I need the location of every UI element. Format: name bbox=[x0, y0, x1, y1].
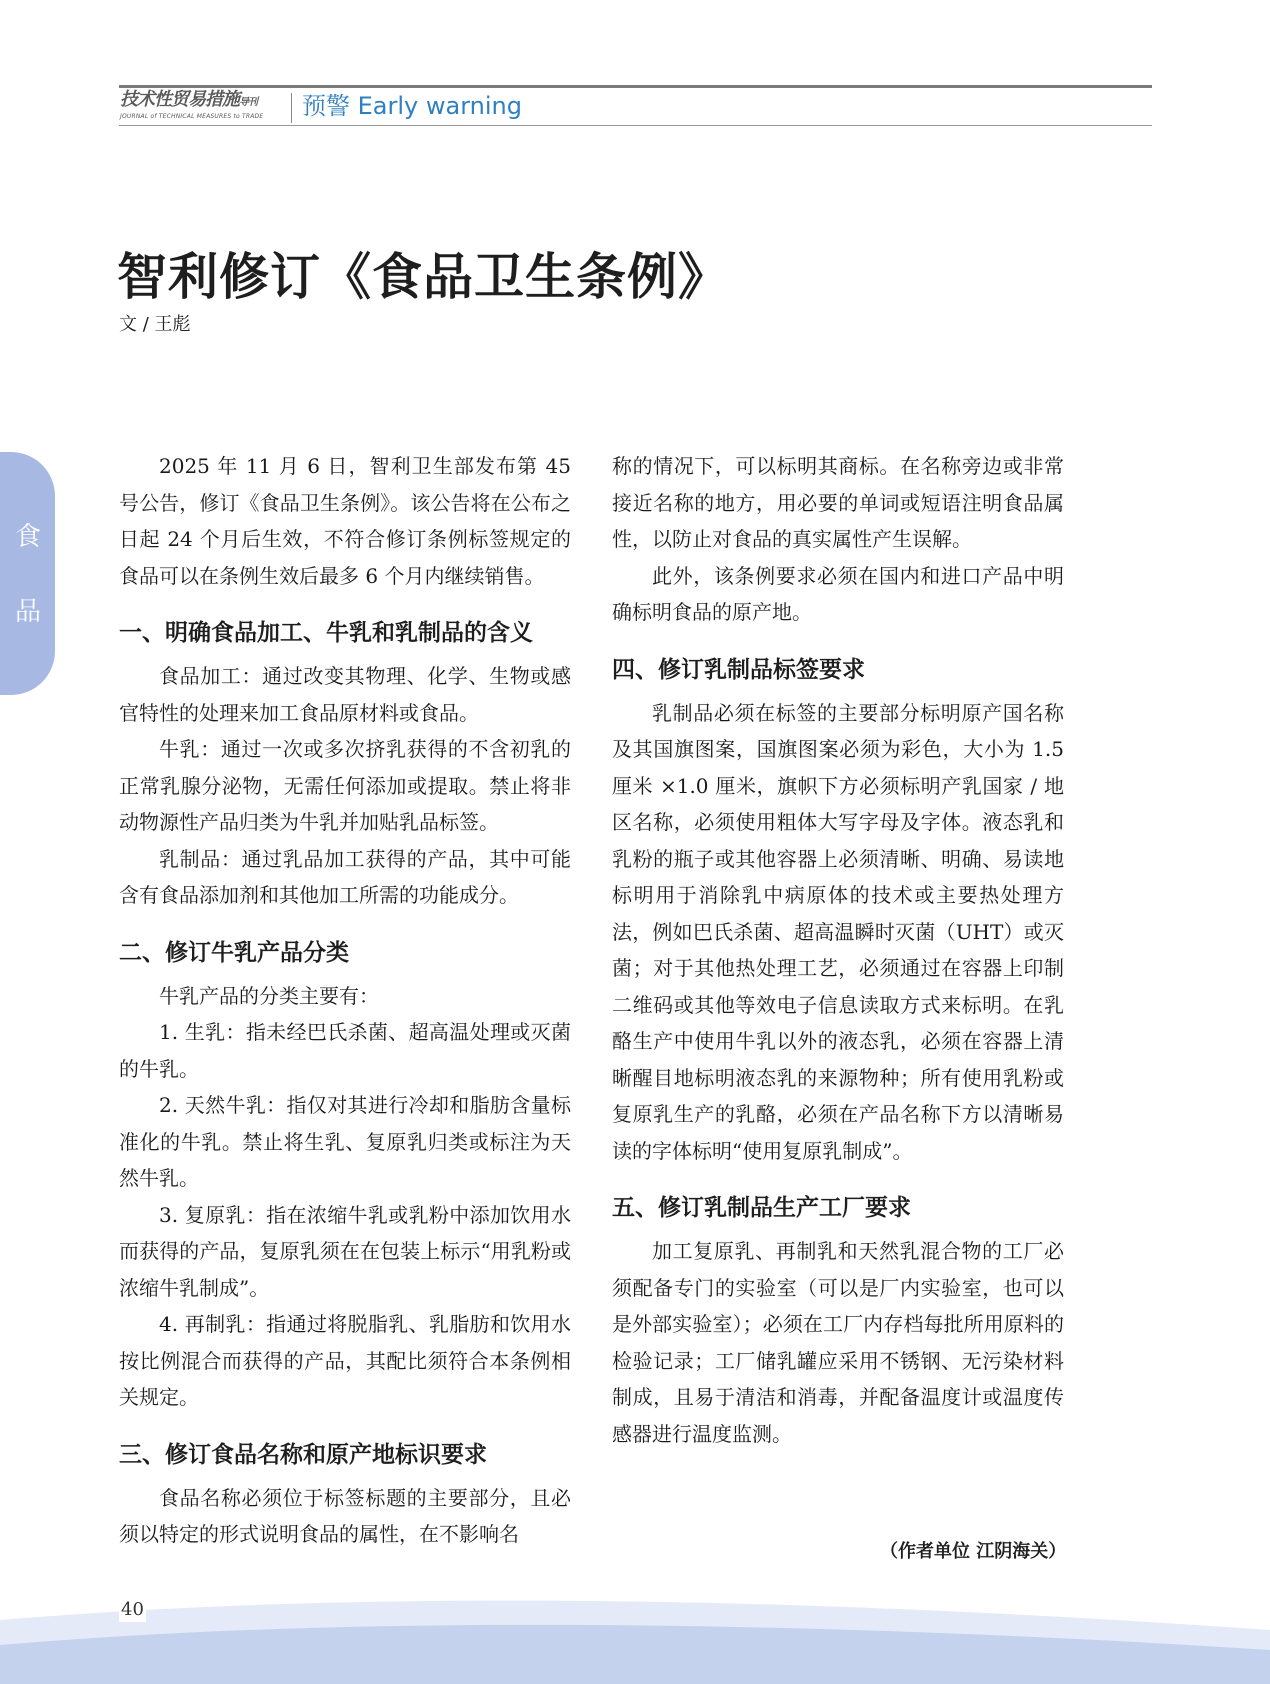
section-2-item-2: 2. 天然牛乳：指仅对其进行冷却和脂肪含量标准化的牛乳。禁止将生乳、复原乳归类或标注为天然牛乳。 bbox=[119, 1093, 571, 1190]
journal-logo-name: 技术性贸易措施导刊 bbox=[120, 89, 257, 110]
section-1-paragraph-1: 食品加工：通过改变其物理、化学、生物或感官特性的处理来加工食品原材料或食品。 bbox=[119, 664, 571, 725]
header-top-rule bbox=[119, 85, 1152, 88]
section-1-paragraph-2: 牛乳：通过一次或多次挤乳获得的不含初乳的正常乳腺分泌物，无需任何添加或提取。禁止将非动物源性产品归类为牛乳并加贴乳品标签。 bbox=[119, 737, 571, 834]
category-side-tab bbox=[0, 452, 55, 695]
section-4-paragraph-1: 乳制品必须在标签的主要部分标明原产国名称及其国旗图案，国旗图案必须为彩色，大小为 1.5 厘米 ×1.0 厘米，旗帜下方必须标明产乳国家 / 地区名称，必须使用粗体大写字母及字体。液态乳和乳粉的瓶子或其他容器上必须清晰、明确、易读地标明用于消除乳中病原体的技术或主要热处理方法，例如巴氏杀菌、超高温瞬时灭菌（UHT）或灭菌；对于其他热处理工艺，必须通过在容器上印制二维码或其他等效电子信息读取方式来标明。在乳酪生产中使用牛乳以外的液态乳，必须在容器上清晰醒目地标明液态乳的来源物种；所有使用乳粉或复原乳生产的乳酪，必须在产品名称下方以清晰易读的字体标明“使用复原乳制成”。 bbox=[612, 700, 1064, 1163]
section-3-heading: 三、修订食品名称和原产地标识要求 bbox=[119, 1441, 487, 1468]
section-2-item-1: 1. 生乳：指未经巴氏杀菌、超高温处理或灭菌的牛乳。 bbox=[119, 1020, 571, 1081]
right-column bbox=[612, 448, 1064, 1452]
section-2-item-3: 3. 复原乳：指在浓缩牛乳或乳粉中添加饮用水而获得的产品，复原乳须在在包装上标示“用乳粉或浓缩牛乳制成”。 bbox=[119, 1202, 571, 1300]
section-5-heading: 五、修订乳制品生产工厂要求 bbox=[612, 1195, 911, 1221]
page-number: 40 bbox=[121, 1599, 144, 1620]
header-divider bbox=[291, 93, 292, 123]
header-bottom-rule bbox=[119, 125, 1152, 126]
article-title: 智利修订《食品卫生条例》 bbox=[117, 248, 729, 306]
section-3-paragraph-2: 此外，该条例要求必须在国内和进口产品中明确标明食品的原产地。 bbox=[612, 563, 1064, 624]
section-4-heading: 四、修订乳制品标签要求 bbox=[612, 656, 865, 683]
footer-wave-decoration bbox=[0, 1590, 1270, 1684]
section-3-paragraph-1-continued: 称的情况下，可以标明其商标。在名称旁边或非常接近名称的地方，用必要的单词或短语注明食品属性，以防止对食品的真实属性产生误解。 bbox=[612, 454, 1064, 551]
author-affiliation: （作者单位 江阴海关） bbox=[880, 1541, 1067, 1562]
side-tab-char-2: 品 bbox=[14, 597, 41, 627]
section-1-paragraph-3: 乳制品：通过乳品加工获得的产品，其中可能含有食品添加剂和其他加工所需的功能成分。 bbox=[119, 846, 571, 907]
section-5-paragraph-1: 加工复原乳、再制乳和天然乳混合物的工厂必须配备专门的实验室（可以是厂内实验室，也可以是外部实验室）；必须在工厂内存档每批所用原料的检验记录；工厂储乳罐应采用不锈钢、无污染材料制成，且易于清洁和消毒，并配备温度计或温度传感器进行温度监测。 bbox=[612, 1239, 1064, 1446]
section-2-heading: 二、修订牛乳产品分类 bbox=[119, 939, 349, 966]
intro-paragraph: 2025 年 11 月 6 日，智利卫生部发布第 45 号公告，修订《食品卫生条例》。该公告将在公布之日起 24 个月后生效，不符合修订条例标签规定的食品可以在条例生效后最多 6 个月内继续销售。 bbox=[119, 454, 571, 588]
section-2-paragraph-intro: 牛乳产品的分类主要有： bbox=[159, 983, 379, 1008]
left-column bbox=[119, 448, 571, 1553]
section-2-item-4: 4. 再制乳：指通过将脱脂乳、乳脂肪和饮用水按比例混合而获得的产品，其配比须符合本条例相关规定。 bbox=[119, 1312, 571, 1409]
section-1-heading: 一、明确食品加工、牛乳和乳制品的含义 bbox=[119, 620, 533, 646]
journal-logo bbox=[120, 90, 285, 124]
side-tab-char-1: 食 bbox=[14, 522, 41, 552]
section-3-paragraph-1: 食品名称必须位于标签标题的主要部分，且必须以特定的形式说明食品的属性，在不影响名 bbox=[119, 1485, 571, 1546]
section-label: 预警 Early warning bbox=[302, 92, 522, 120]
journal-logo-english: JOURNAL of TECHNICAL MEASURES to TRADE bbox=[120, 113, 264, 120]
article-byline: 文 / 王彪 bbox=[119, 314, 191, 335]
